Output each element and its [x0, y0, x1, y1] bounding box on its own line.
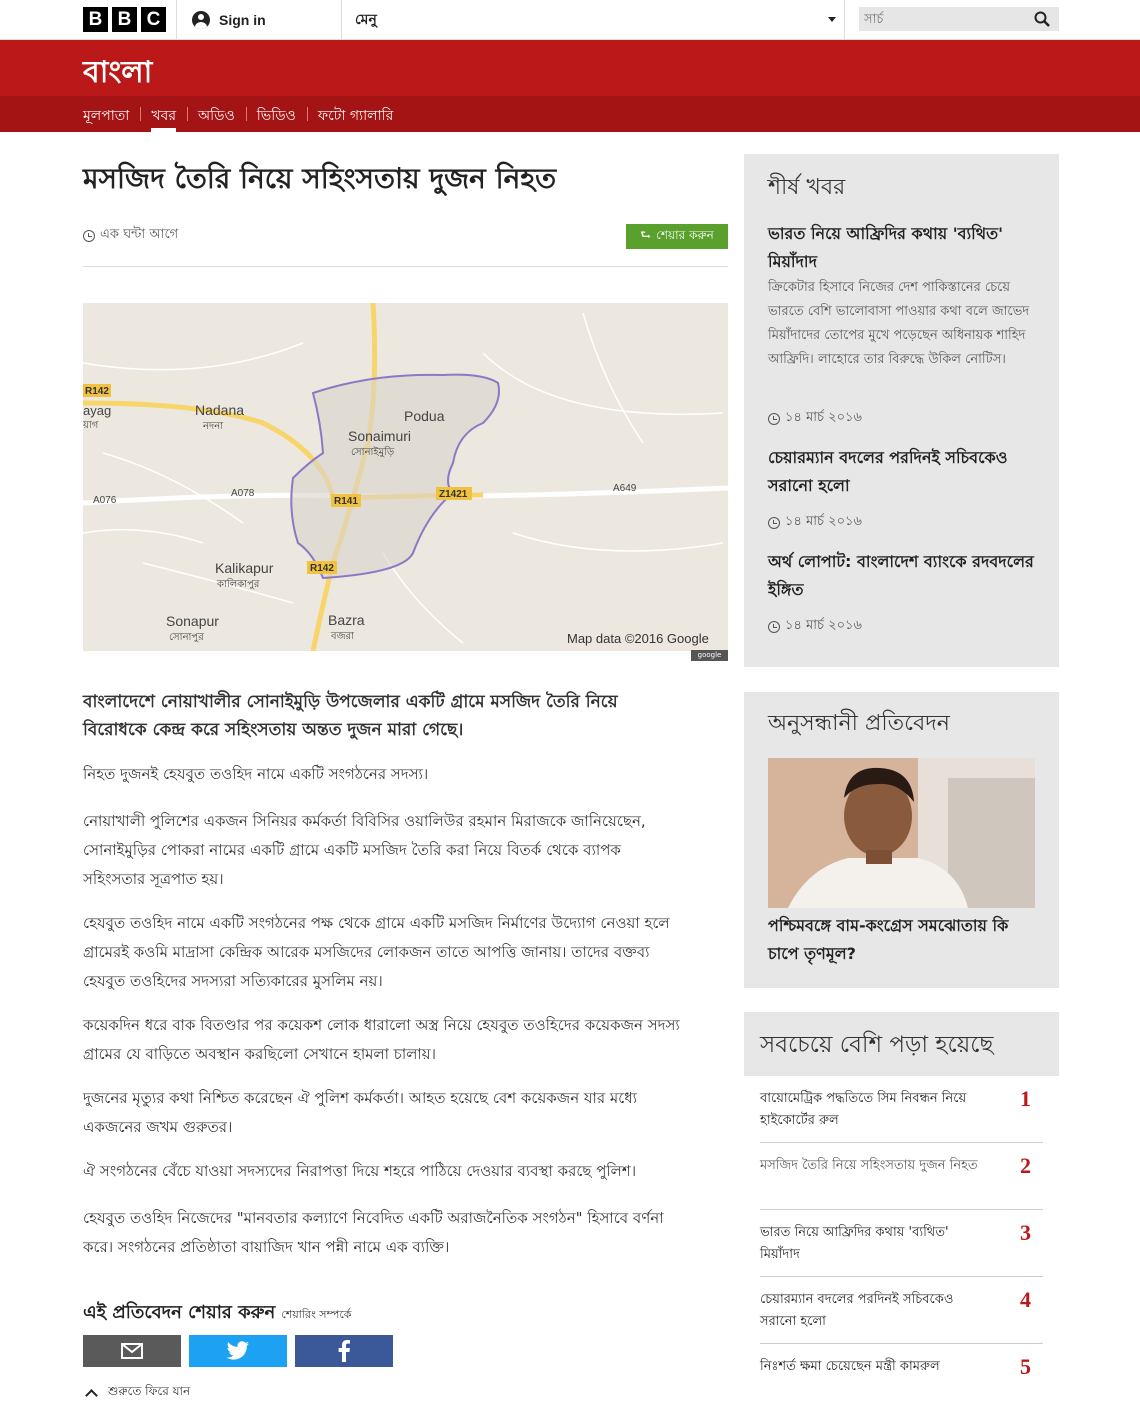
logo-letter: B — [112, 7, 137, 32]
signin-button[interactable] — [176, 0, 342, 40]
svg-text:সোনাপুর: সোনাপুর — [169, 632, 204, 643]
svg-text:Map data ©2016 Google: Map data ©2016 Google — [567, 631, 709, 646]
email-icon — [121, 1343, 143, 1359]
most-read-title: চেয়ারম্যান বদলের পরদিনই সচিবকেও সরানো হলো — [760, 1292, 954, 1329]
svg-text:ayag: ayag — [83, 403, 112, 418]
search-box — [859, 7, 1059, 31]
investigative-box — [744, 692, 1059, 988]
article-lead: বাংলাদেশে নোয়াখালীর সোনাইমুড়ি উপজেলার একটি গ্রামে মসজিদ তৈরি নিয়ে বিরোধকে কেন্দ্র করে সহিংসতায় অন্তত দুজন মারা গেছে। — [83, 692, 618, 740]
share-email-button[interactable] — [83, 1335, 181, 1367]
svg-text:Podua: Podua — [404, 408, 445, 424]
svg-text:Z1421: Z1421 — [439, 489, 468, 500]
top-story-title[interactable]: অর্থ লোপাট: বাংলাদেশ ব্যাংকে রদবদলের ইঙ্গিত — [768, 552, 1034, 599]
portrait-image — [768, 758, 1035, 908]
nav-item-home[interactable]: মূলপাতা — [83, 108, 130, 124]
top-story-time — [768, 616, 862, 637]
svg-text:R142: R142 — [310, 563, 334, 574]
article-paragraph: নোয়াখালী পুলিশের একজন সিনিয়র কর্মকর্তা বিবিসির ওয়ালিউর রহমান মিরাজকে জানিয়েছেন, সোনাইমুড়ির পোকরা নামের একটি গ্রামে একটি মসজিদ তৈরি করা নিয়ে বিতর্ক থেকে ব্যাপক সহিংসতার সূত্রপাত হয়। — [83, 812, 646, 888]
most-read-title: ভারত নিয়ে আফ্রিদির কথায় 'ব্যথিত' মিয়াঁদাদ — [760, 1225, 949, 1262]
most-read-header — [744, 1012, 1059, 1076]
signin-label: Sign in — [219, 12, 266, 28]
timestamp-text: এক ঘন্টা আগে — [100, 227, 179, 242]
share-facebook-button[interactable] — [295, 1335, 393, 1367]
top-story-time — [768, 408, 862, 429]
most-read-rank: 2 — [1020, 1153, 1031, 1178]
share-section-title — [83, 1298, 351, 1329]
back-to-top-link[interactable] — [83, 1383, 190, 1403]
top-story-summary: ক্রিকেটার হিসাবে নিজের দেশ পাকিস্তানের চেয়ে ভারতে বেশি ভালোবাসা পাওয়ার কথা বলে জাভেদ মিয়াঁদাদের তোপের মুখে পড়েছেন অধিনায়ক শাহিদ আফ্রিদি। লাহোরে তার বিরুদ্ধে উকিল নোটিস। — [768, 280, 1030, 367]
article-timestamp — [83, 225, 178, 246]
search-icon[interactable] — [1034, 11, 1050, 27]
article-paragraph: কয়েকদিন ধরে বাক বিতণ্ডার পর কয়েকশ লোক ধারালো অস্ত্র নিয়ে হেযবুত তওহিদের কয়েকজন সদস্য গ্রামের যে বাড়িতে অবস্থান করছিলো সেখানে হামলা চালায়। — [83, 1016, 680, 1063]
svg-text:R141: R141 — [334, 496, 358, 507]
investigative-title: অনুসন্ধানী প্রতিবেদন — [768, 711, 950, 736]
facebook-icon — [338, 1340, 350, 1362]
article-headline: মসজিদ তৈরি নিয়ে সহিংসতায় দুজন নিহত — [83, 162, 557, 195]
svg-text:বজরা: বজরা — [331, 631, 354, 642]
clock-icon — [768, 621, 780, 633]
top-stories-title: শীর্ষ খবর — [768, 175, 846, 200]
chevron-down-icon — [828, 17, 836, 22]
site-banner — [0, 40, 1140, 96]
article-paragraph: ঐ সংগঠনের বেঁচে যাওয়া সদস্যদের নিরাপত্তা দিয়ে শহরে পাঠিয়ে দেওয়ার ব্যবস্থা করছে পুলিশ। — [83, 1162, 637, 1180]
svg-text:নদনা: নদনা — [203, 421, 224, 432]
svg-text:সোনাইমুড়ি: সোনাইমুড়ি — [351, 447, 395, 458]
time-text: ১৪ মার্চ ২০১৬ — [785, 410, 862, 425]
share-icon: ⮑ — [640, 228, 652, 242]
most-read-title: সবচেয়ে বেশি পড়া হয়েছে — [760, 1032, 994, 1058]
nav-item-photo-gallery[interactable]: ফটো গ্যালারি — [307, 96, 405, 132]
search-input[interactable] — [859, 7, 1029, 31]
sharing-about-link[interactable]: শেয়ারিং সম্পর্কে — [281, 1308, 352, 1321]
most-read-rank: 5 — [1020, 1354, 1031, 1379]
divider — [83, 266, 728, 267]
article-paragraph: হেযবুত তওহিদ নিজেদের "মানবতার কল্যাণে নিবেদিত একটি অরাজনৈতিক সংগঠন" হিসাবে বর্ণনা করে। সংগঠনের প্রতিষ্ঠাতা বায়াজিদ খান পন্নী নামে এক ব্যক্তি। — [83, 1209, 664, 1256]
most-read-rank: 4 — [1020, 1287, 1031, 1312]
site-brand[interactable]: বাংলা — [83, 55, 153, 90]
top-story-title[interactable]: চেয়ারম্যান বদলের পরদিনই সচিবকেও সরানো হলো — [768, 448, 1008, 495]
share-button-label: শেয়ার করুন — [656, 227, 714, 242]
time-text: ১৪ মার্চ ২০১৬ — [785, 618, 862, 633]
svg-text:A078: A078 — [231, 488, 255, 499]
most-read-item[interactable] — [760, 1076, 1043, 1143]
top-story-title[interactable]: ভারত নিয়ে আফ্রিদির কথায় 'ব্যথিত' মিয়াঁদাদ — [768, 224, 1004, 271]
most-read-item[interactable] — [760, 1277, 1043, 1344]
top-bar — [0, 0, 1140, 40]
svg-text:A649: A649 — [613, 483, 637, 494]
most-read-item[interactable] — [760, 1344, 1043, 1408]
twitter-icon — [226, 1341, 250, 1361]
menu-dropdown[interactable] — [342, 0, 845, 40]
clock-icon — [768, 413, 780, 425]
article-paragraph: নিহত দুজনই হেযবুত তওহিদ নামে একটি সংগঠনের সদস্য। — [83, 765, 429, 783]
user-icon — [192, 11, 210, 29]
top-story-time — [768, 512, 862, 533]
logo-letter: C — [141, 7, 166, 32]
share-title-text: এই প্রতিবেদন শেয়ার করুন — [83, 1302, 276, 1323]
back-to-top-label: শুরুতে ফিরে যান — [108, 1384, 191, 1398]
investigative-story-title[interactable]: পশ্চিমবঙ্গে বাম-কংগ্রেস সমঝোতায় কি চাপে তৃণমূল? — [768, 916, 1009, 963]
most-read-rank: 3 — [1020, 1220, 1031, 1245]
share-button[interactable] — [626, 224, 728, 249]
svg-text:A076: A076 — [93, 495, 117, 506]
main-nav — [0, 96, 1140, 132]
svg-text:Sonapur: Sonapur — [166, 613, 219, 629]
top-stories-box — [744, 154, 1059, 667]
logo-letter: B — [83, 7, 108, 32]
nav-item-news[interactable]: খবর — [140, 96, 187, 132]
share-buttons — [83, 1335, 393, 1367]
most-read-title: বায়োমেট্রিক পদ্ধতিতে সিম নিবন্ধন নিয়ে হাইকোর্টের রুল — [760, 1091, 967, 1128]
map-caption: google — [691, 650, 728, 661]
share-twitter-button[interactable] — [189, 1335, 287, 1367]
time-text: ১৪ মার্চ ২০১৬ — [785, 514, 862, 529]
map-label-r142: R142 — [85, 386, 109, 397]
svg-text:Bazra: Bazra — [328, 612, 365, 628]
article-paragraph: হেযবুত তওহিদ নামে একটি সংগঠনের পক্ষ থেকে গ্রামে একটি মসজিদ নির্মাণের উদ্যোগ নেওয়া হলে গ্রামেরই কওমি মাদ্রাসা কেন্দ্রিক আরেক মসজিদের লোকজন তাতে আপত্তি জানায়। তাদের বক্তব্য হেযবুত তওহিদের সদস্যরা সত্যিকারের মুসলিম নয়। — [83, 914, 670, 990]
most-read-rank: 1 — [1020, 1086, 1031, 1111]
map-graphic — [83, 303, 728, 651]
svg-text:Nadana: Nadana — [195, 402, 245, 418]
svg-text:Kalikapur: Kalikapur — [215, 560, 274, 576]
chevron-up-icon — [85, 1389, 98, 1402]
svg-text:য়াগ: য়াগ — [83, 420, 99, 431]
most-read-title: নিঃশর্ত ক্ষমা চেয়েছেন মন্ত্রী কামরুল — [760, 1359, 940, 1374]
article-paragraph: দুজনের মৃত্যুর কথা নিশ্চিত করেছেন ঐ পুলিশ কর্মকর্তা। আহত হয়েছে বেশ কয়েকজন যার মধ্যে একজনের জখম গুরুতর। — [83, 1089, 638, 1136]
investigative-image[interactable] — [768, 758, 1035, 908]
clock-icon — [83, 230, 95, 242]
svg-text:কালিকাপুর: কালিকাপুর — [217, 579, 260, 590]
bbc-logo[interactable] — [83, 7, 166, 32]
nav-item-video[interactable]: ভিডিও — [246, 96, 307, 132]
clock-icon — [768, 517, 780, 529]
article-map[interactable] — [83, 303, 728, 651]
most-read-title: মসজিদ তৈরি নিয়ে সহিংসতায় দুজন নিহত — [760, 1158, 978, 1173]
most-read-item[interactable] — [760, 1210, 1043, 1277]
nav-item-audio[interactable]: অডিও — [187, 96, 246, 132]
most-read-item[interactable] — [760, 1143, 1043, 1210]
menu-label: মেনু — [355, 12, 377, 28]
svg-text:Sonaimuri: Sonaimuri — [348, 428, 412, 444]
